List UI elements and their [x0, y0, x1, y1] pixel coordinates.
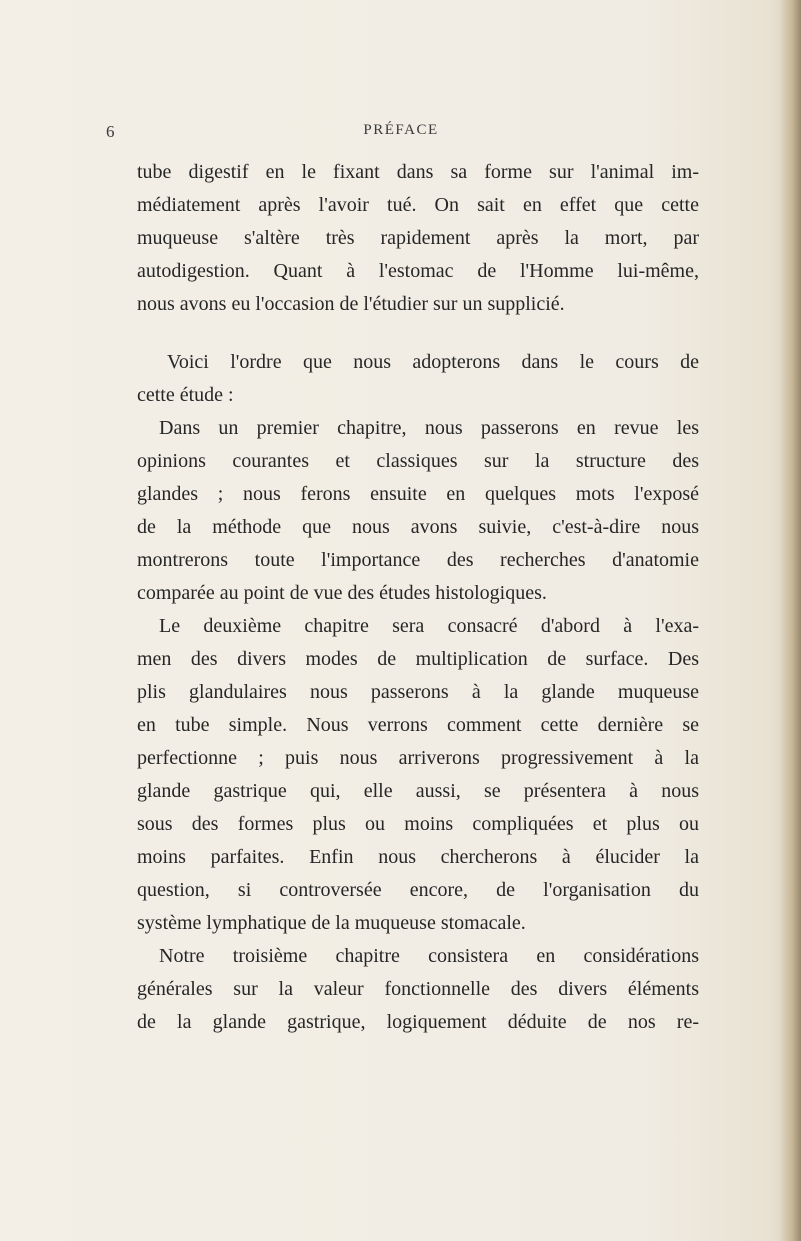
text-line: nous avons eu l'occasion de l'étudier sur un supplicié. — [137, 293, 565, 315]
text-line: cette étude : — [137, 384, 234, 406]
text-line: glandes ; nous ferons ensuite en quelques mots l'exposé — [137, 483, 699, 505]
page-edge-shadow — [779, 0, 801, 1241]
text-line: sous des formes plus ou moins compliquées et plus ou — [137, 813, 699, 835]
page-number: 6 — [106, 122, 115, 141]
text-line: en tube simple. Nous verrons comment cette dernière se — [137, 714, 699, 736]
paragraph-gap — [137, 321, 699, 346]
text-line: moins parfaites. Enfin nous chercherons à élucider la — [137, 846, 699, 868]
text-line: système lymphatique de la muqueuse stomacale. — [137, 912, 526, 934]
text-line: Notre troisième chapitre consistera en considérations — [159, 945, 699, 967]
text-line: médiatement après l'avoir tué. On sait en effet que cette — [137, 194, 699, 216]
text-line: autodigestion. Quant à l'estomac de l'Homme lui-même, — [137, 260, 699, 282]
body-text — [137, 156, 699, 1039]
text-line: Voici l'ordre que nous adopterons dans le cours de — [167, 351, 699, 373]
page-header — [106, 122, 696, 146]
text-line: perfectionne ; puis nous arriverons progressivement à la — [137, 747, 699, 769]
running-title: PRÉFACE — [363, 122, 439, 138]
text-line: comparée au point de vue des études histologiques. — [137, 582, 547, 604]
text-line: glande gastrique qui, elle aussi, se présentera à nous — [137, 780, 699, 802]
text-line: de la méthode que nous avons suivie, c'est-à-dire nous — [137, 516, 699, 538]
text-line: men des divers modes de multiplication de surface. Des — [137, 648, 699, 670]
text-line: tube digestif en le fixant dans sa forme sur l'animal im- — [137, 161, 699, 183]
text-line: générales sur la valeur fonctionnelle des divers éléments — [137, 978, 699, 1000]
text-line: Dans un premier chapitre, nous passerons en revue les — [159, 417, 699, 439]
text-line: opinions courantes et classiques sur la structure des — [137, 450, 699, 472]
text-line: de la glande gastrique, logiquement déduite de nos re- — [137, 1011, 699, 1033]
text-line: montrerons toute l'importance des recherches d'anatomie — [137, 549, 699, 571]
text-line: question, si controversée encore, de l'organisation du — [137, 879, 699, 901]
text-line: plis glandulaires nous passerons à la glande muqueuse — [137, 681, 699, 703]
text-line: Le deuxième chapitre sera consacré d'abord à l'exa- — [159, 615, 699, 637]
text-line: muqueuse s'altère très rapidement après la mort, par — [137, 227, 699, 249]
